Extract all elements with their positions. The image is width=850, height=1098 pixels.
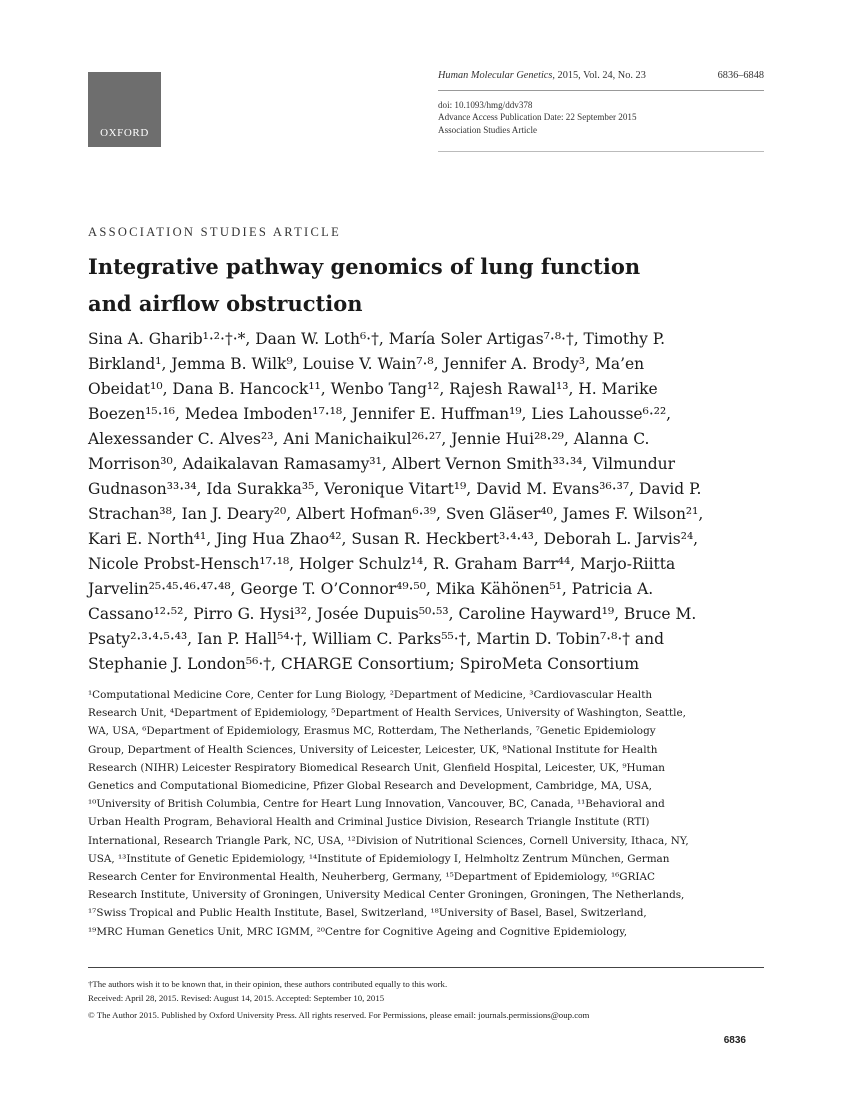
author-line: Nicole Probst-Hensch¹⁷·¹⁸, Holger Schulz¹⁴, R. Graham Barr⁴⁴, Marjo-Riitta xyxy=(88,555,676,573)
meta-divider xyxy=(438,151,764,152)
footnotes xyxy=(88,977,778,1023)
affiliation-line: Research Unit, ⁴Department of Epidemiology, ⁵Department of Health Services, University of Washington, Seattle, xyxy=(88,707,686,720)
author-line: Cassano¹²·⁵², Pirro G. Hysi³², Josée Dupuis⁵⁰·⁵³, Caroline Hayward¹⁹, Bruce M. xyxy=(88,605,697,623)
advance-access-date: Advance Access Publication Date: 22 September 2015 xyxy=(438,112,637,123)
header-divider xyxy=(438,90,764,91)
author-line: Boezen¹⁵·¹⁶, Medea Imboden¹⁷·¹⁸, Jennifer E. Huffman¹⁹, Lies Lahousse⁶·²², xyxy=(88,405,672,423)
journal-citation xyxy=(438,70,764,81)
affiliation-line: Group, Department of Health Sciences, University of Leicester, Leicester, UK, ⁸National Institute for Health xyxy=(88,743,658,756)
author-line: Morrison³⁰, Adaikalavan Ramasamy³¹, Albert Vernon Smith³³·³⁴, Vilmundur xyxy=(88,455,676,473)
affiliation-line: Genetics and Computational Biomedicine, Pfizer Global Research and Development, Cambridge, MA, USA, xyxy=(88,780,652,793)
equal-contribution-note: †The authors wish it to be known that, in their opinion, these authors contributed equally to this work. xyxy=(88,979,448,989)
affiliation-line: Research Center for Environmental Health, Neuherberg, Germany, ¹⁵Department of Epidemiology, ¹⁶GRIAC xyxy=(88,871,655,884)
journal-name: Human Molecular Genetics xyxy=(438,70,553,81)
affiliation-line: WA, USA, ⁶Department of Epidemiology, Erasmus MC, Rotterdam, The Netherlands, ⁷Genetic Epidemiology xyxy=(88,725,656,738)
affiliation-line: Research (NIHR) Leicester Respiratory Biomedical Research Unit, Glenfield Hospital, Leicester, UK, ⁹Human xyxy=(88,761,665,774)
affiliation-line: ¹⁰University of British Columbia, Centre for Heart Lung Innovation, Vancouver, BC, Canada, ¹¹Behavioral and xyxy=(88,798,665,811)
page-number: 6836 xyxy=(723,1035,746,1046)
author-list xyxy=(88,327,768,677)
author-line: Obeidat¹⁰, Dana B. Hancock¹¹, Wenbo Tang¹², Rajesh Rawal¹³, H. Marike xyxy=(88,380,658,398)
author-line: Sina A. Gharib¹·²·†·*, Daan W. Loth⁶·†, María Soler Artigas⁷·⁸·†, Timothy P. xyxy=(88,330,665,348)
affiliation-line: Urban Health Program, Behavioral Health and Criminal Justice Division, Research Triangle Institute (RTI) xyxy=(88,816,650,829)
affiliation-line: ¹⁹MRC Human Genetics Unit, MRC IGMM, ²⁰Centre for Cognitive Ageing and Cognitive Epidemiology, xyxy=(88,925,628,938)
author-line: Stephanie J. London⁵⁶·†, CHARGE Consortium; SpiroMeta Consortium xyxy=(88,655,640,673)
received-dates: Received: April 28, 2015. Revised: August 14, 2015. Accepted: September 10, 2015 xyxy=(88,993,385,1004)
logo-text: OXFORD xyxy=(100,127,149,139)
affiliation-line: ¹⁷Swiss Tropical and Public Health Institute, Basel, Switzerland, ¹⁸University of Basel, Basel, Switzerland, xyxy=(88,907,647,920)
article-type-label: ASSOCIATION STUDIES ARTICLE xyxy=(88,225,342,239)
author-line: Psaty²·³·⁴·⁵·⁴³, Ian P. Hall⁵⁴·†, William C. Parks⁵⁵·†, Martin D. Tobin⁷·⁸·† and xyxy=(88,630,665,648)
article-category: Association Studies Article xyxy=(438,124,538,135)
author-line: Strachan³⁸, Ian J. Deary²⁰, Albert Hofman⁶·³⁹, Sven Gläser⁴⁰, James F. Wilson²¹, xyxy=(88,505,704,523)
journal-citation-text xyxy=(438,70,646,81)
affiliation-line: International, Research Triangle Park, NC, USA, ¹²Division of Nutritional Sciences, Cornell University, Ithaca, NY, xyxy=(88,834,689,847)
doi[interactable]: doi: 10.1093/hmg/ddv378 xyxy=(438,100,533,110)
author-line: Alexessander C. Alves²³, Ani Manichaikul²⁶·²⁷, Jennie Hui²⁸·²⁹, Alanna C. xyxy=(88,430,650,448)
author-line: Jarvelin²⁵·⁴⁵·⁴⁶·⁴⁷·⁴⁸, George T. O’Connor⁴⁹·⁵⁰, Mika Kähönen⁵¹, Patricia A. xyxy=(88,580,654,598)
author-line: Gudnason³³·³⁴, Ida Surakka³⁵, Veronique Vitart¹⁹, David M. Evans³⁶·³⁷, David P. xyxy=(88,480,702,498)
copyright-notice: © The Author 2015. Published by Oxford University Press. All rights reserved. For Permissions, please email: journals.permissions@oup.com xyxy=(88,1010,590,1021)
affiliation-line: Research Institute, University of Groningen, University Medical Center Groningen, Groningen, The Netherlands, xyxy=(88,889,685,902)
footnote-divider xyxy=(88,967,764,968)
title-line: Integrative pathway genomics of lung function xyxy=(88,254,641,279)
article-meta xyxy=(438,99,764,136)
affiliation-line: USA, ¹³Institute of Genetic Epidemiology, ¹⁴Institute of Epidemiology I, Helmholtz Zentrum München, German xyxy=(88,852,670,865)
affiliations xyxy=(88,686,778,941)
affiliation-line: ¹Computational Medicine Core, Center for Lung Biology, ²Department of Medicine, ³Cardiovascular Health xyxy=(88,689,653,701)
author-line: Kari E. North⁴¹, Jing Hua Zhao⁴², Susan R. Heckbert³·⁴·⁴³, Deborah L. Jarvis²⁴, xyxy=(88,530,699,548)
title-line: and airflow obstruction xyxy=(88,291,363,316)
volume-issue: , 2015, Vol. 24, No. 23 xyxy=(552,70,646,81)
oxford-logo xyxy=(88,72,161,147)
page-range: 6836–6848 xyxy=(717,70,764,81)
article-title xyxy=(88,248,748,322)
author-line: Birkland¹, Jemma B. Wilk⁹, Louise V. Wain⁷·⁸, Jennifer A. Brody³, Ma’en xyxy=(88,355,645,373)
